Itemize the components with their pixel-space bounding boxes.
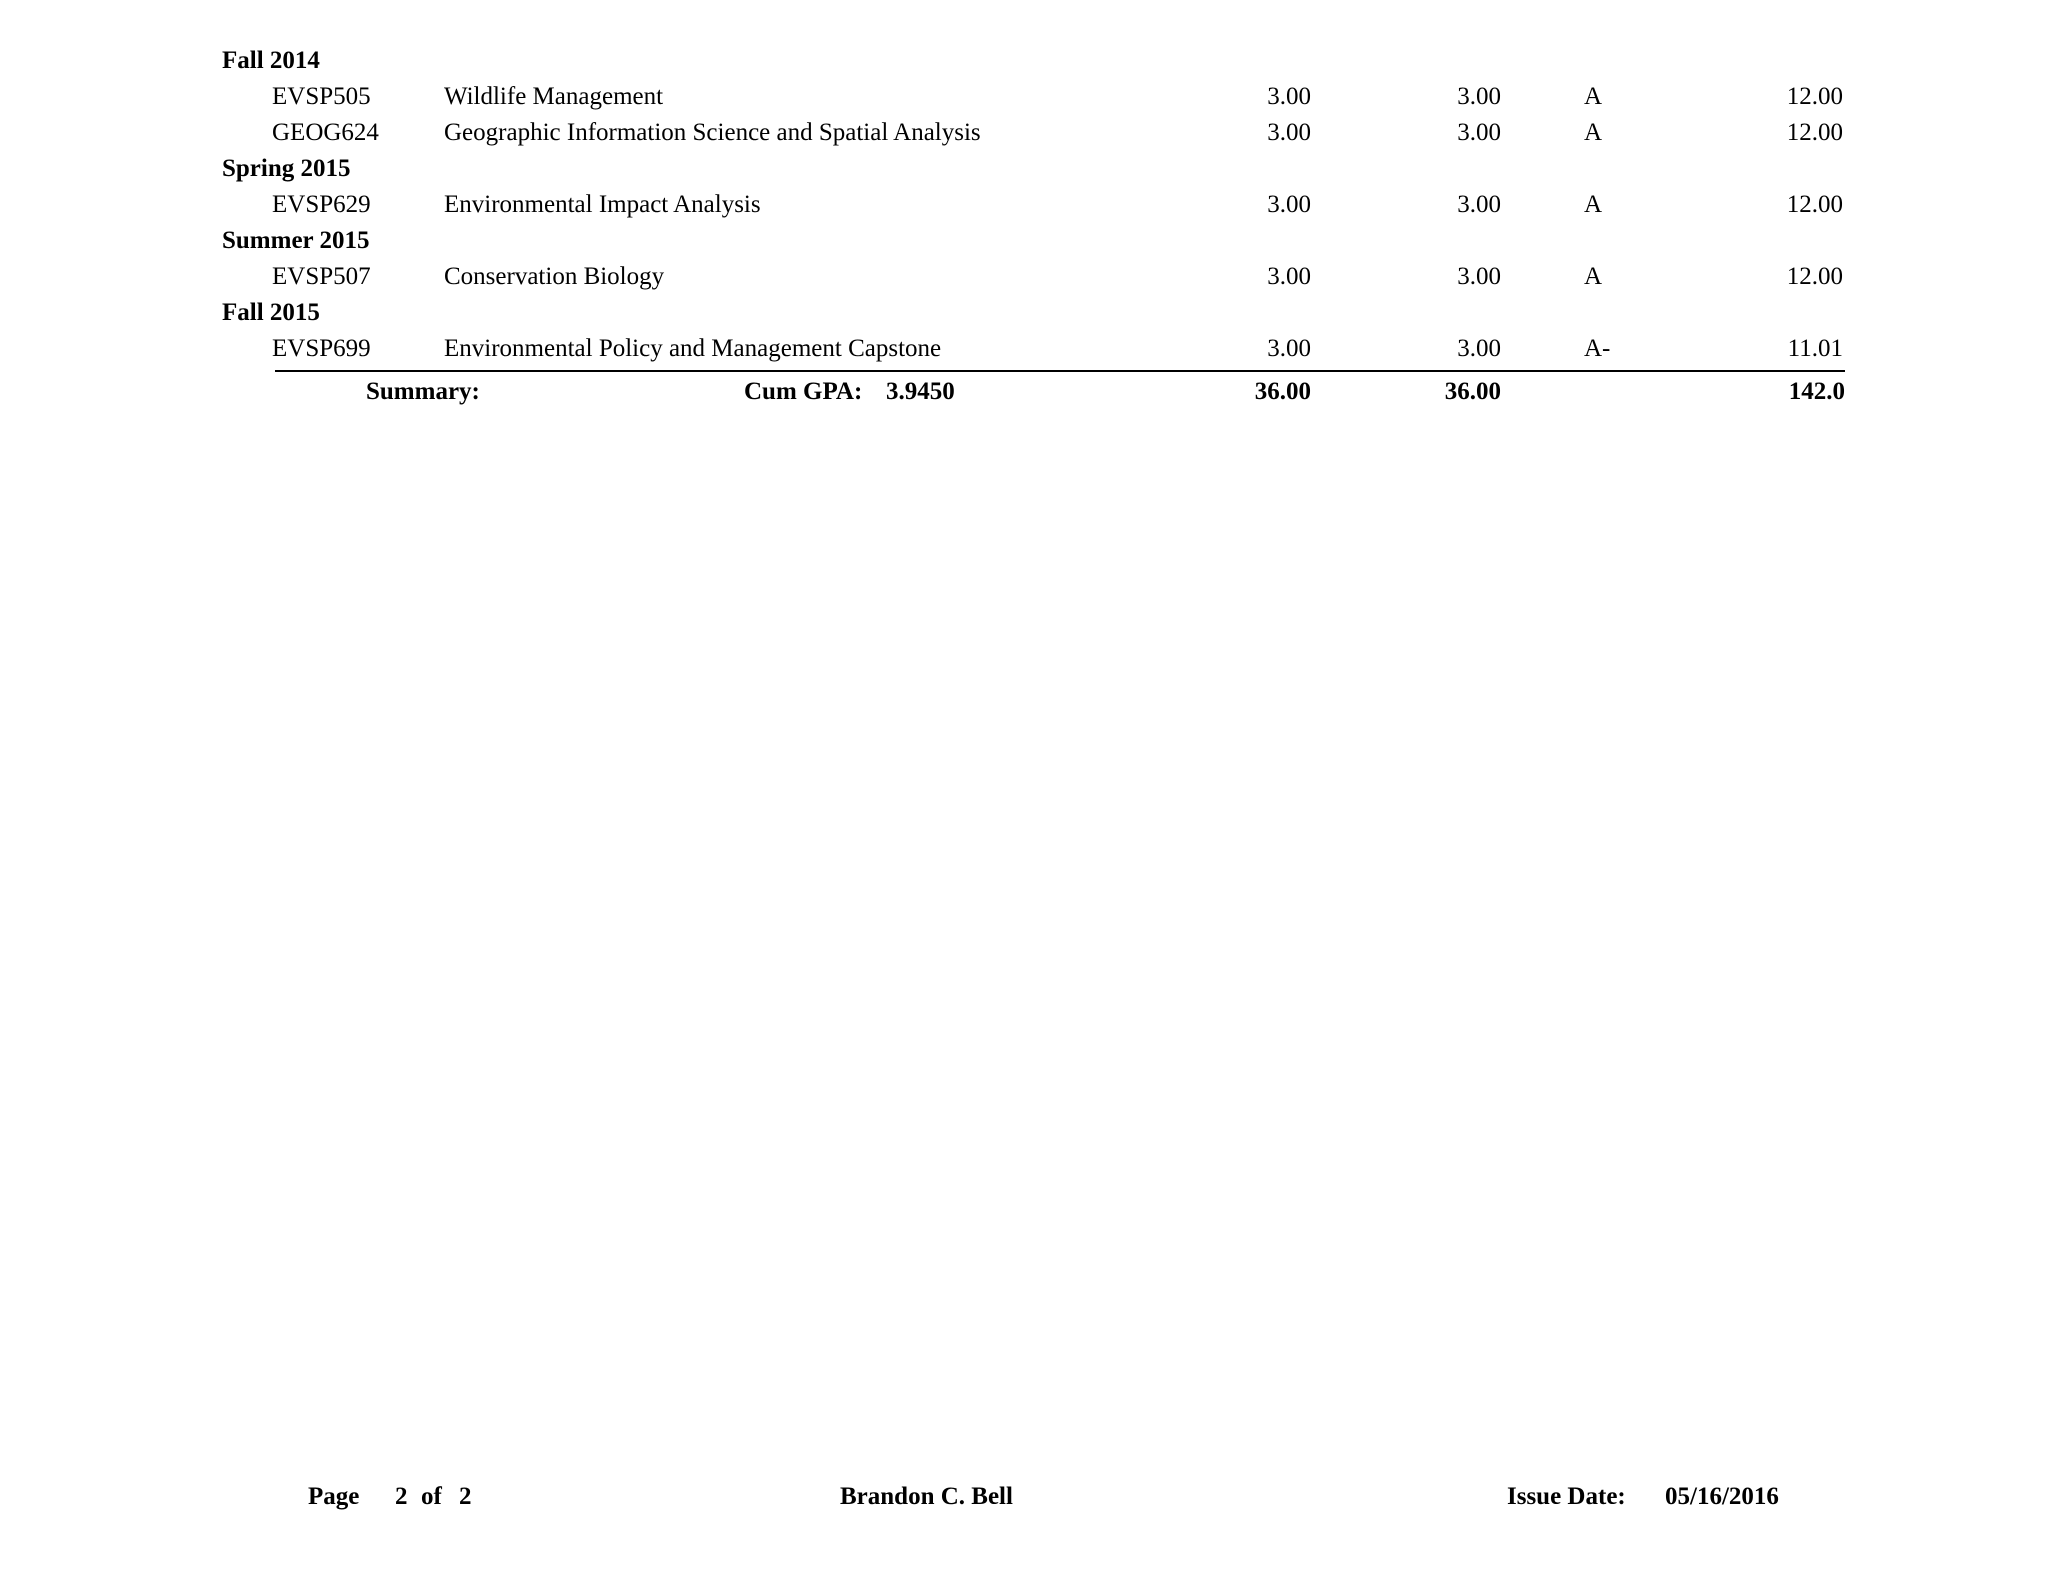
- page-total: 2: [459, 1483, 472, 1510]
- course-title: Environmental Impact Analysis: [444, 191, 761, 218]
- course-title: Conservation Biology: [444, 263, 665, 290]
- course-title: Wildlife Management: [444, 83, 664, 110]
- credits-earned: 3.00: [1457, 335, 1501, 362]
- course-grade: A: [1584, 263, 1603, 290]
- term-heading: Spring 2015: [222, 155, 351, 182]
- credits-earned: 3.00: [1457, 119, 1501, 146]
- course-code: EVSP629: [272, 191, 371, 218]
- quality-points: 12.00: [1786, 191, 1843, 218]
- course-grade: A: [1584, 83, 1603, 110]
- course-grade: A-: [1584, 335, 1611, 362]
- course-code: EVSP505: [272, 83, 371, 110]
- credits-attempted: 3.00: [1267, 191, 1311, 218]
- summary-label: Summary:: [366, 378, 480, 405]
- credits-earned: 3.00: [1457, 83, 1501, 110]
- cum-gpa-label: Cum GPA:: [744, 378, 863, 405]
- term-heading: Fall 2015: [222, 299, 320, 326]
- quality-points: 12.00: [1786, 263, 1843, 290]
- credits-attempted: 3.00: [1267, 335, 1311, 362]
- quality-points: 12.00: [1786, 119, 1843, 146]
- credits-attempted: 3.00: [1267, 263, 1311, 290]
- course-row: [0, 82, 2048, 112]
- page-of-label: of: [421, 1483, 442, 1510]
- course-row: [0, 190, 2048, 220]
- credits-earned: 3.00: [1457, 191, 1501, 218]
- credits-attempted: 3.00: [1267, 119, 1311, 146]
- credits-attempted: 3.00: [1267, 83, 1311, 110]
- summary-row: [0, 377, 2048, 409]
- course-code: GEOG624: [272, 119, 379, 146]
- course-code: EVSP507: [272, 263, 371, 290]
- cum-gpa-value: 3.9450: [886, 378, 955, 405]
- page-label: Page: [308, 1483, 360, 1510]
- course-code: EVSP699: [272, 335, 371, 362]
- total-credits-earned: 36.00: [1444, 378, 1501, 405]
- issue-date: 05/16/2016: [1665, 1483, 1779, 1510]
- issue-date-label: Issue Date:: [1507, 1483, 1626, 1510]
- course-grade: A: [1584, 191, 1603, 218]
- course-title: Environmental Policy and Management Capstone: [444, 335, 942, 362]
- course-row: [0, 334, 2048, 364]
- quality-points: 11.01: [1787, 335, 1843, 362]
- course-title: Geographic Information Science and Spatial Analysis: [444, 119, 981, 146]
- term-heading: Summer 2015: [222, 227, 370, 254]
- summary-divider: [275, 370, 1845, 372]
- student-name: Brandon C. Bell: [840, 1483, 1013, 1510]
- course-row: [0, 118, 2048, 148]
- term-heading: Fall 2014: [222, 47, 320, 74]
- total-credits-attempted: 36.00: [1254, 378, 1311, 405]
- course-row: [0, 262, 2048, 292]
- quality-points: 12.00: [1786, 83, 1843, 110]
- course-grade: A: [1584, 119, 1603, 146]
- total-quality-points: 142.0: [1788, 378, 1845, 405]
- page-footer: [0, 1482, 2048, 1514]
- page-number: 2: [395, 1483, 408, 1510]
- credits-earned: 3.00: [1457, 263, 1501, 290]
